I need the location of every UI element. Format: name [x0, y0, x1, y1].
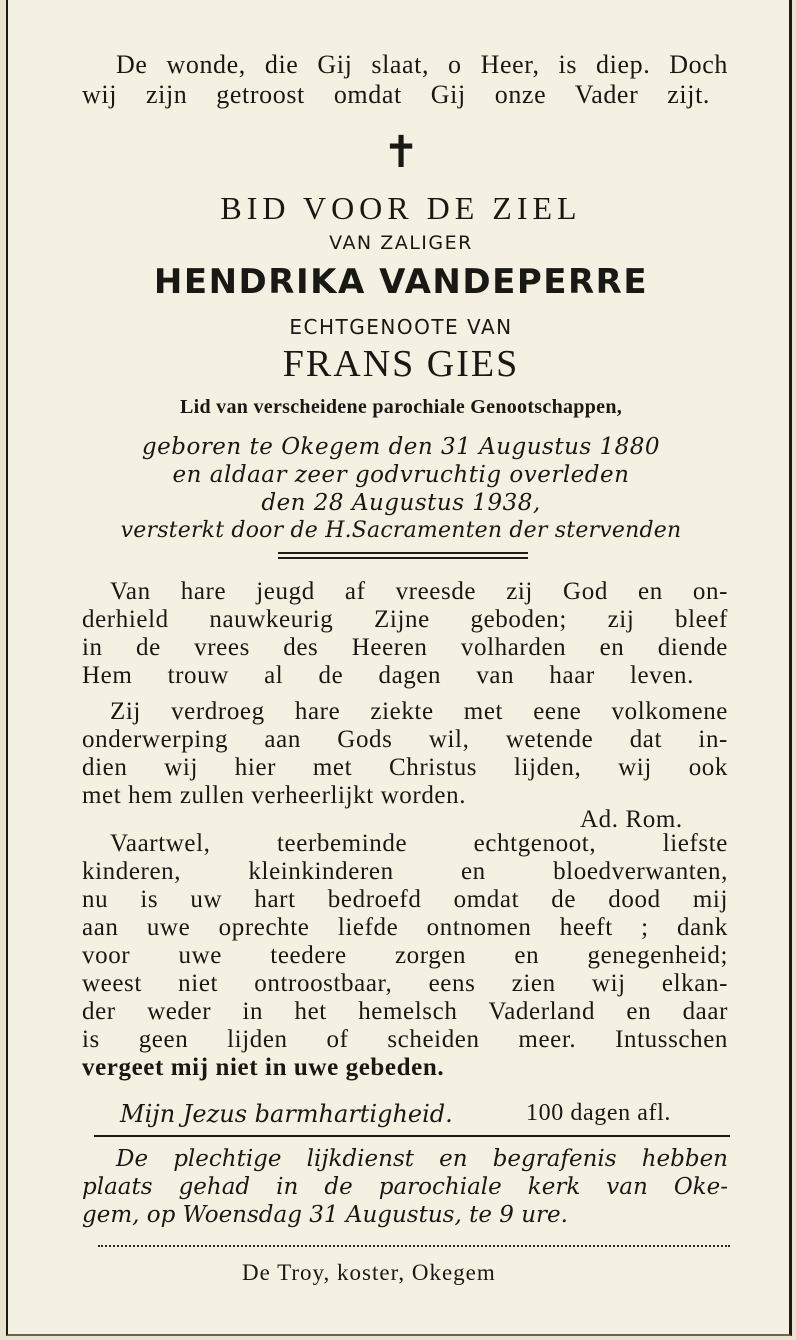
spouse-name: FRANS GIES	[282, 343, 520, 385]
paragraph2-line-2: onderwerping aan Gods wil, wetende dat in-	[82, 726, 728, 753]
paragraph2-line-1: Zij verdroeg hare ziekte met eene volkomene	[110, 698, 728, 725]
citation: Ad. Rom.	[580, 806, 683, 833]
paragraph3-line-1: Vaartwel, teerbeminde echtgenoot, liefste	[110, 830, 728, 857]
paragraph1-line-2: derhield nauwkeurig Zijne geboden; zij bleef	[82, 606, 728, 633]
paragraph1-line-4: Hem trouw al de dagen van haar leven.	[82, 662, 694, 689]
paragraph3-line-6: weest niet ontroostbaar, eens zien wij elkan-	[82, 970, 728, 997]
van-zaliger: VAN ZALIGER	[329, 232, 473, 254]
paragraph3-line-5: voor uwe teedere zorgen en genegenheid;	[82, 942, 728, 969]
divider-bottom	[278, 557, 528, 559]
funeral-line-1: De plechtige lijkdienst en begrafenis hebben	[116, 1146, 728, 1172]
paragraph3-line-7: der weder in het hemelsch Vaderland en daar	[82, 998, 728, 1025]
motto-line-2: wij zijn getroost omdat Gij onze Vader zijt.	[82, 80, 710, 109]
birth-line: geboren te Okegem den 31 Augustus 1880	[141, 434, 661, 460]
paragraph2-line-4: met hem zullen verheerlijkt worden.	[82, 782, 467, 809]
paragraph3-line-2: kinderen, kleinkinderen en bloedverwanten,	[82, 858, 728, 885]
prayer-heading: BID VOOR DE ZIEL	[220, 190, 582, 226]
membership: Lid van verscheidene parochiale Genootschappen,	[179, 396, 623, 418]
motto-line-1: De wonde, die Gij slaat, o Heer, is diep. Doch	[116, 50, 728, 79]
divider-top	[278, 552, 528, 554]
dotted-divider	[98, 1245, 730, 1247]
funeral-line-3: gem, op Woensdag 31 Augustus, te 9 ure.	[82, 1202, 568, 1228]
paragraph1-line-1: Van hare jeugd af vreesde zij God en on-	[110, 578, 728, 605]
spouse-intro: ECHTGENOOTE VAN	[289, 315, 513, 339]
indulgence-prayer: Mijn Jezus barmhartigheid.	[120, 1100, 453, 1128]
paragraph1-line-3: in de vrees des Heeren volharden en diende	[82, 634, 728, 661]
deceased-name: HENDRIKA VANDEPERRE	[153, 262, 649, 302]
cross-icon: ✝	[382, 127, 420, 178]
paragraph3-line-3: nu is uw hart bedroefd omdat de dood mij	[82, 886, 728, 913]
paragraph3-line-4: aan uwe oprechte liefde ontnomen heeft ; dank	[82, 914, 728, 941]
printer-credit: De Troy, koster, Okegem	[242, 1260, 496, 1285]
death-date: den 28 Augustus 1938,	[261, 490, 541, 516]
death-line: en aldaar zeer godvruchtig overleden	[172, 462, 630, 488]
funeral-line-2: plaats gehad in de parochiale kerk van Oke-	[82, 1174, 728, 1200]
paragraph3-line-8: is geen lijden of scheiden meer. Intusschen	[82, 1026, 728, 1053]
divider-line	[94, 1135, 730, 1137]
paragraph2-line-3: dien wij hier met Christus lijden, wij ook	[82, 754, 728, 781]
paragraph3-line-9: vergeet mij niet in uwe gebeden.	[82, 1054, 445, 1081]
indulgence-days: 100 dagen afl.	[526, 1100, 672, 1126]
sacraments-line: versterkt door de H.Sacramenten der stervenden	[120, 518, 682, 543]
memorial-card	[6, 0, 792, 1336]
